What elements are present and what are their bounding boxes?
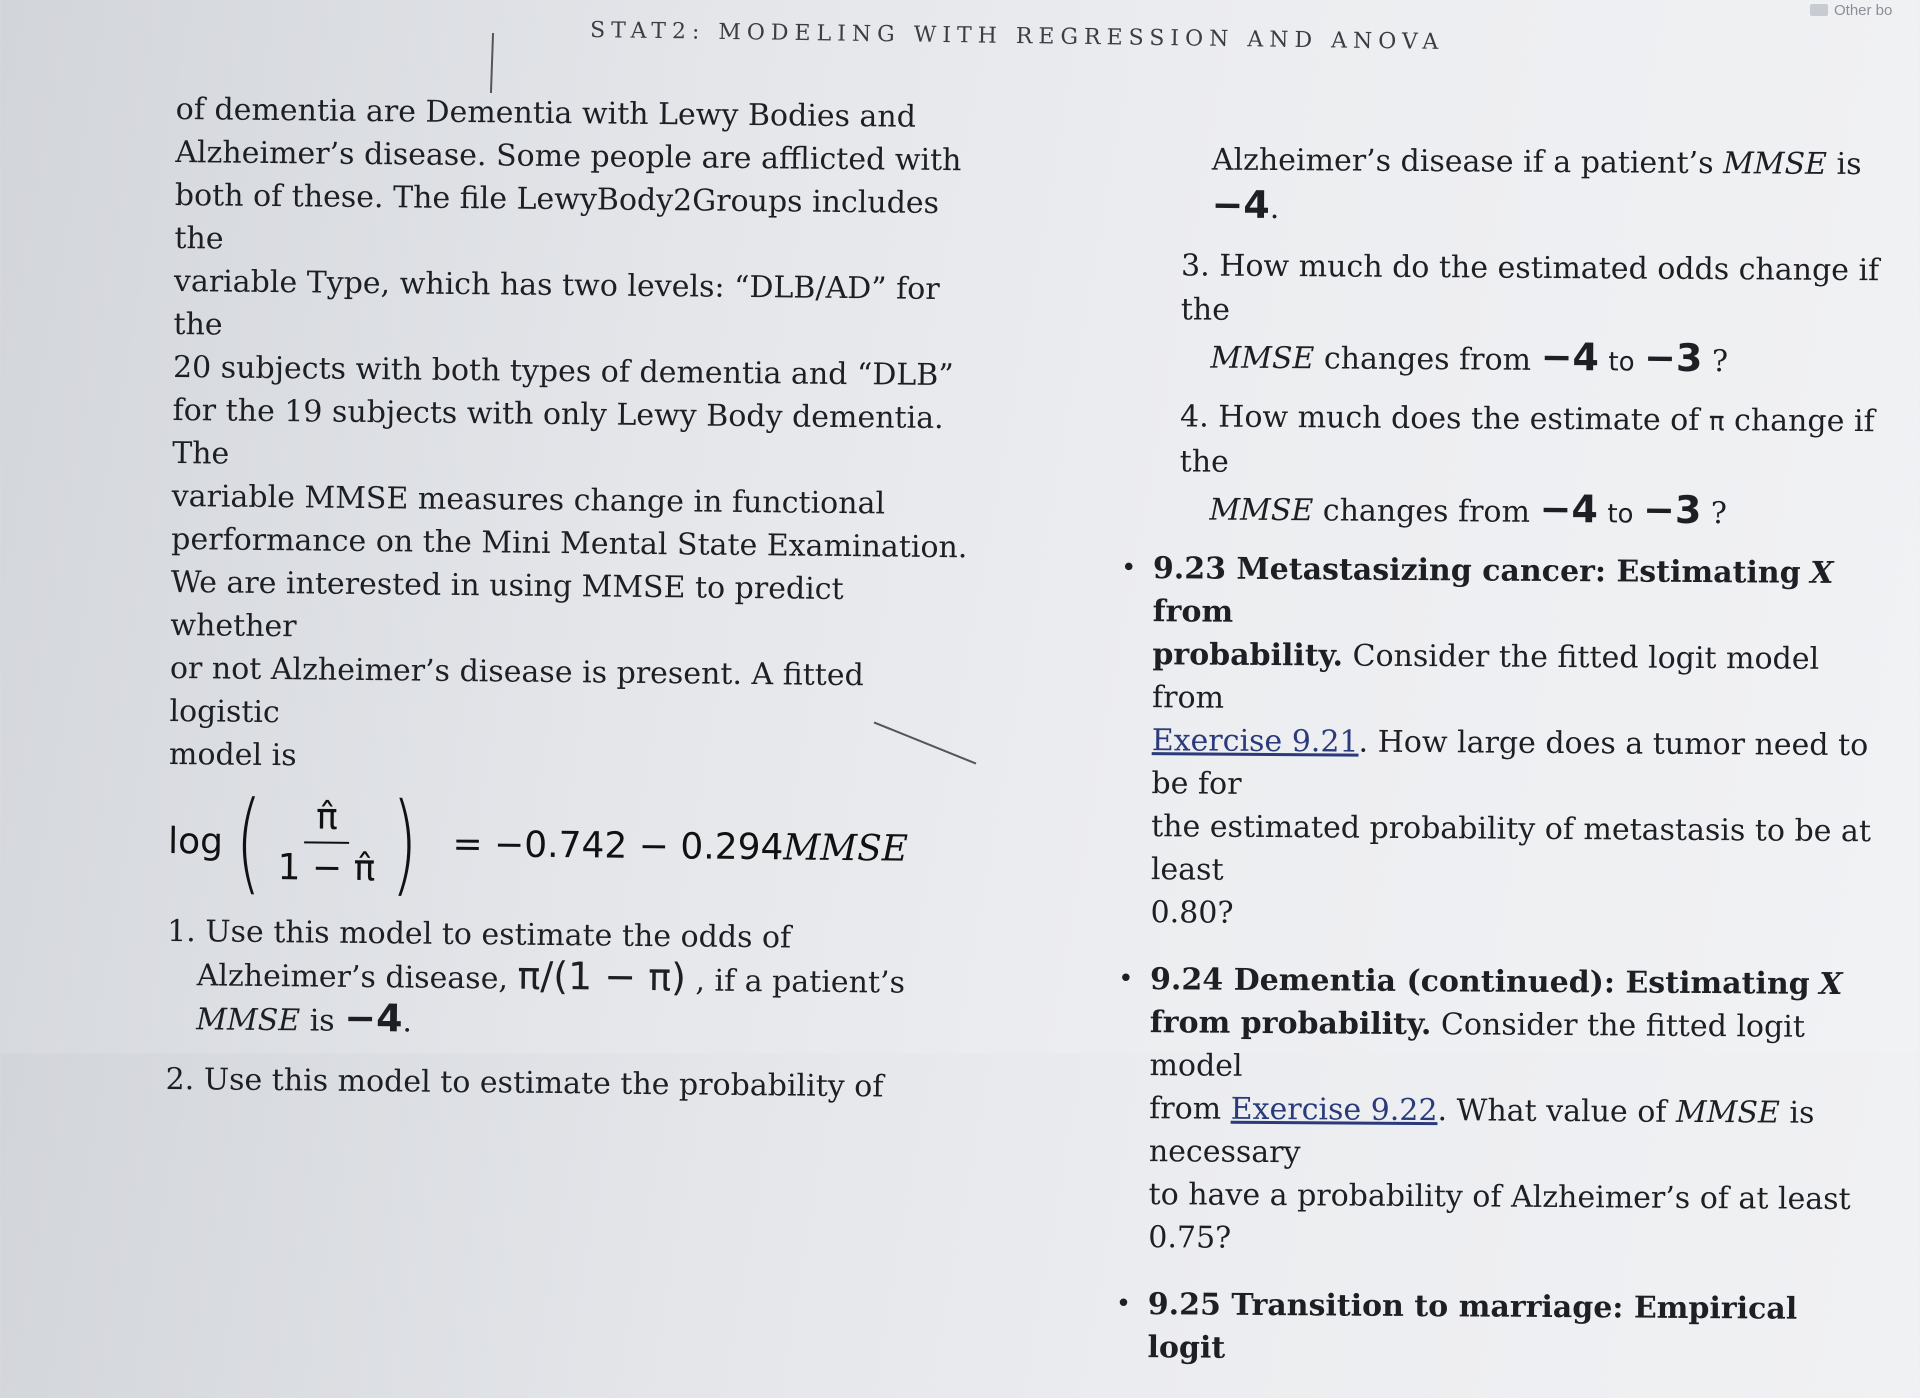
intro-line: variable Type, which has two levels: “DLB/AD” for the <box>173 263 940 343</box>
question-text: changes from <box>1323 341 1532 378</box>
formula-denominator: 1 − π̂ <box>277 847 376 890</box>
question-text: is <box>309 1003 335 1039</box>
mmse-value: −4 <box>1211 182 1270 227</box>
question-text: change if the <box>1179 403 1875 480</box>
question-3-line-2 <box>1180 332 1888 386</box>
question-text: ? <box>1711 344 1729 380</box>
pi-symbol: π <box>1708 407 1725 438</box>
exercise-9-22-link[interactable]: Exercise 9.22 <box>1230 1091 1438 1129</box>
exercise-9-21-link[interactable]: Exercise 9.21 <box>1151 723 1359 760</box>
question-1-line-3 <box>166 996 966 1048</box>
bookmarks-label: Other bo <box>1834 1 1893 19</box>
bullet-icon: • <box>1118 963 1134 995</box>
mmse-from-value: −4 <box>1539 486 1599 532</box>
exercise-text: to have a probability of Alzheimer’s of at least 0.75? <box>1148 1177 1851 1256</box>
question-list <box>165 912 967 1108</box>
question-text: Alzheimer’s disease if a patient’s <box>1211 142 1714 182</box>
exercise-title: 9.24 Dementia (continued): Estimating <box>1150 962 1810 1002</box>
exercise-title-var: X <box>1810 555 1834 591</box>
mmse-to-value: −3 <box>1642 487 1702 532</box>
exercise-title: 9.25 Transition to marriage: Empirical logit <box>1147 1287 1798 1366</box>
intro-line: We are interested in using MMSE to predict whether <box>170 564 844 645</box>
mmse-var: MMSE <box>1675 1094 1780 1131</box>
exercise-9-24 <box>1118 958 1884 1264</box>
exercise-text: Consider the fitted logit model from <box>1151 638 1820 716</box>
mmse-value: −4 <box>344 995 403 1041</box>
exercise-text: is necessary <box>1148 1095 1815 1171</box>
question-text: . <box>1269 190 1280 227</box>
exercise-title: 9.23 Metastasizing cancer: Estimating <box>1152 551 1801 591</box>
formula-fraction <box>277 796 376 889</box>
bullet-icon: • <box>1120 552 1137 584</box>
pen-mark <box>490 33 494 93</box>
exercise-9-23 <box>1120 547 1887 939</box>
right-column <box>1115 138 1890 1398</box>
question-3 <box>1128 244 1889 386</box>
running-head: STAT2: MODELING WITH REGRESSION AND ANOVA <box>589 18 1445 55</box>
question-2-continued <box>1129 138 1890 235</box>
question-text: How much do the estimated odds change if the <box>1180 248 1880 328</box>
exercise-title-var: X <box>1819 966 1843 1002</box>
question-4 <box>1127 395 1888 538</box>
logit-formula <box>167 777 969 908</box>
mmse-from-value: −4 <box>1540 334 1600 380</box>
question-text: to <box>1608 347 1635 378</box>
intro-paragraph <box>169 88 976 784</box>
intro-line: both of these. The file LewyBody2Groups includes the <box>174 177 940 257</box>
intro-line: of dementia are Dementia with Lewy Bodies and <box>175 91 917 135</box>
exercise-9-25 <box>1115 1283 1882 1374</box>
exercise-text: 0.80? <box>1150 895 1234 931</box>
exercise-text: . How large does a tumor need to be for <box>1151 724 1869 802</box>
question-text: is <box>1836 146 1862 183</box>
formula-rhs <box>452 823 908 869</box>
exercise-text: from <box>1149 1091 1222 1127</box>
intro-line: or not Alzheimer’s disease is present. A fitted logistic <box>169 650 864 731</box>
exercise-text: the estimated probability of metastasis to be at least <box>1150 809 1872 888</box>
exercise-title: from probability. <box>1149 1005 1432 1043</box>
bullet-icon: • <box>1115 1288 1132 1320</box>
question-text: Use this model to estimate the odds of <box>205 914 792 956</box>
intro-line: variable MMSE measures change in functional <box>171 478 886 522</box>
mmse-var: MMSE <box>1209 492 1314 529</box>
question-text: changes from <box>1322 493 1531 530</box>
question-text: . <box>402 1004 413 1040</box>
formula-log: log <box>167 820 224 863</box>
question-number: 1. <box>166 913 196 950</box>
formula-rhs-var: MMSE <box>783 826 909 870</box>
odds-expression: π/(1 − π) <box>517 953 687 1000</box>
question-text: How much does the estimate of <box>1218 399 1700 438</box>
question-1 <box>166 912 967 1048</box>
question-number: 4. <box>1179 399 1209 435</box>
exercise-text: Consider the fitted logit model <box>1149 1007 1806 1084</box>
exercise-text: . What value of <box>1437 1093 1667 1130</box>
question-text: Alzheimer’s disease, <box>196 958 509 997</box>
mmse-var: MMSE <box>1210 340 1315 377</box>
intro-line: model is <box>168 736 297 774</box>
question-text: , if a patient’s <box>695 963 906 1001</box>
question-text: to <box>1607 499 1634 530</box>
intro-line: performance on the Mini Mental State Examination. <box>171 521 968 566</box>
question-2 <box>165 1060 965 1108</box>
question-number: 3. <box>1180 248 1210 284</box>
mmse-to-value: −3 <box>1643 335 1703 381</box>
question-number: 2. <box>165 1061 195 1098</box>
left-column <box>165 88 976 1128</box>
exercise-title: from <box>1152 594 1234 630</box>
bookmarks-folder[interactable] <box>1810 0 1920 20</box>
exercise-list <box>1115 547 1887 1374</box>
question-4-line-2 <box>1179 484 1887 538</box>
formula-numerator: π̂ <box>304 796 350 843</box>
formula-rhs-value: = −0.742 − 0.294 <box>452 823 784 868</box>
formula-left-paren: ( <box>234 777 263 906</box>
folder-icon <box>1810 4 1828 16</box>
intro-line: Alzheimer’s disease. Some people are afflicted with <box>175 134 962 179</box>
intro-line: for the 19 subjects with only Lewy Body dementia. The <box>171 392 944 472</box>
exercise-title: probability. <box>1152 637 1344 674</box>
question-text: ? <box>1710 496 1728 532</box>
intro-line: 20 subjects with both types of dementia and “DLB” <box>172 349 954 394</box>
formula-right-paren: ) <box>391 779 419 908</box>
question-text: Use this model to estimate the probability of <box>203 1062 884 1105</box>
mmse-var: MMSE <box>196 1002 301 1039</box>
mmse-var: MMSE <box>1722 146 1828 182</box>
